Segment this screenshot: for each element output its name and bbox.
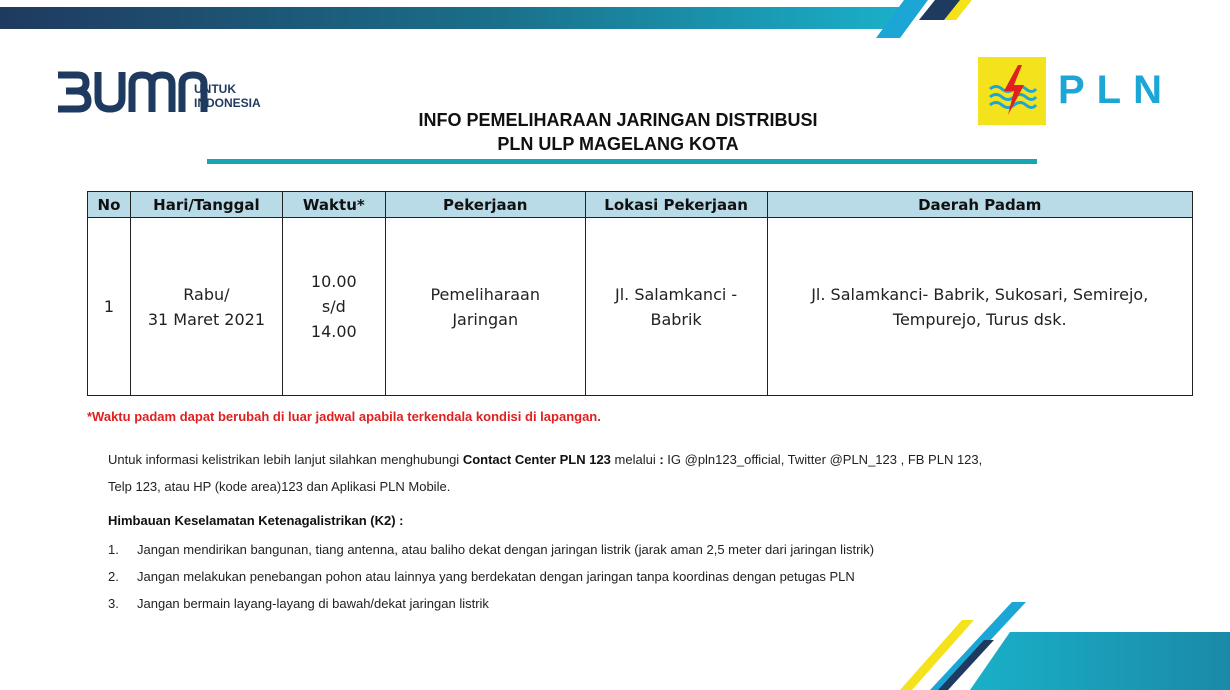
header-location: Lokasi Pekerjaan (585, 192, 767, 218)
contact-center-name: Contact Center PLN 123 (462, 452, 611, 467)
safety-title: Himbauan Keselamatan Ketenagalistrikan (K2) : (108, 513, 404, 528)
bumn-logo-text: UNTUK INDONESIA (194, 82, 261, 110)
list-item: 1. Jangan mendirikan bangunan, tiang antenna, atau baliho dekat dengan jaringan listrik (jarak aman 2,5 meter dari jaringan listrik) (108, 542, 875, 557)
header-no: No (88, 192, 131, 218)
cell-time: 10.00 s/d 14.00 (282, 218, 385, 396)
top-banner-graphic (0, 0, 1230, 40)
cell-no: 1 (88, 218, 131, 396)
maintenance-schedule-table (87, 191, 1193, 396)
page-title (0, 108, 1230, 156)
contact-line-2: Telp 123, atau HP (kode area)123 dan Aplikasi PLN Mobile. (108, 479, 451, 494)
cell-location: Jl. Salamkanci - Babrik (585, 218, 767, 396)
header-time: Waktu* (282, 192, 385, 218)
table-row (88, 218, 1193, 396)
table-header-row (88, 192, 1193, 218)
header-date: Hari/Tanggal (130, 192, 282, 218)
contact-info (108, 446, 1128, 500)
cell-work: Pemeliharaan Jaringan (385, 218, 585, 396)
title-line-2: PLN ULP MAGELANG KOTA (497, 134, 739, 154)
header-work: Pekerjaan (385, 192, 585, 218)
pln-logo-text: PLN (1058, 68, 1174, 112)
list-item: 3. Jangan bermain layang-layang di bawah/dekat jaringan listrik (108, 596, 489, 611)
header-area: Daerah Padam (767, 192, 1192, 218)
cell-area: Jl. Salamkanci- Babrik, Sukosari, Semirejo, Tempurejo, Turus dsk. (767, 218, 1192, 396)
title-underline (207, 159, 1037, 164)
safety-list (108, 536, 874, 617)
cell-date: Rabu/ 31 Maret 2021 (130, 218, 282, 396)
list-item: 2. Jangan melakukan penebangan pohon atau lainnya yang berdekatan dengan jaringan tanpa koordinas dengan petugas PLN (108, 569, 855, 584)
title-line-1: INFO PEMELIHARAAN JARINGAN DISTRIBUSI (418, 110, 818, 130)
contact-line-1: Untuk informasi kelistrikan lebih lanjut silahkan menghubungi Contact Center PLN 123 melalui : IG @pln123_official, Twitter @PLN_123 , FB PLN 123, (108, 452, 983, 467)
schedule-change-note: *Waktu padam dapat berubah di luar jadwal apabila terkendala kondisi di lapangan. (87, 409, 601, 424)
